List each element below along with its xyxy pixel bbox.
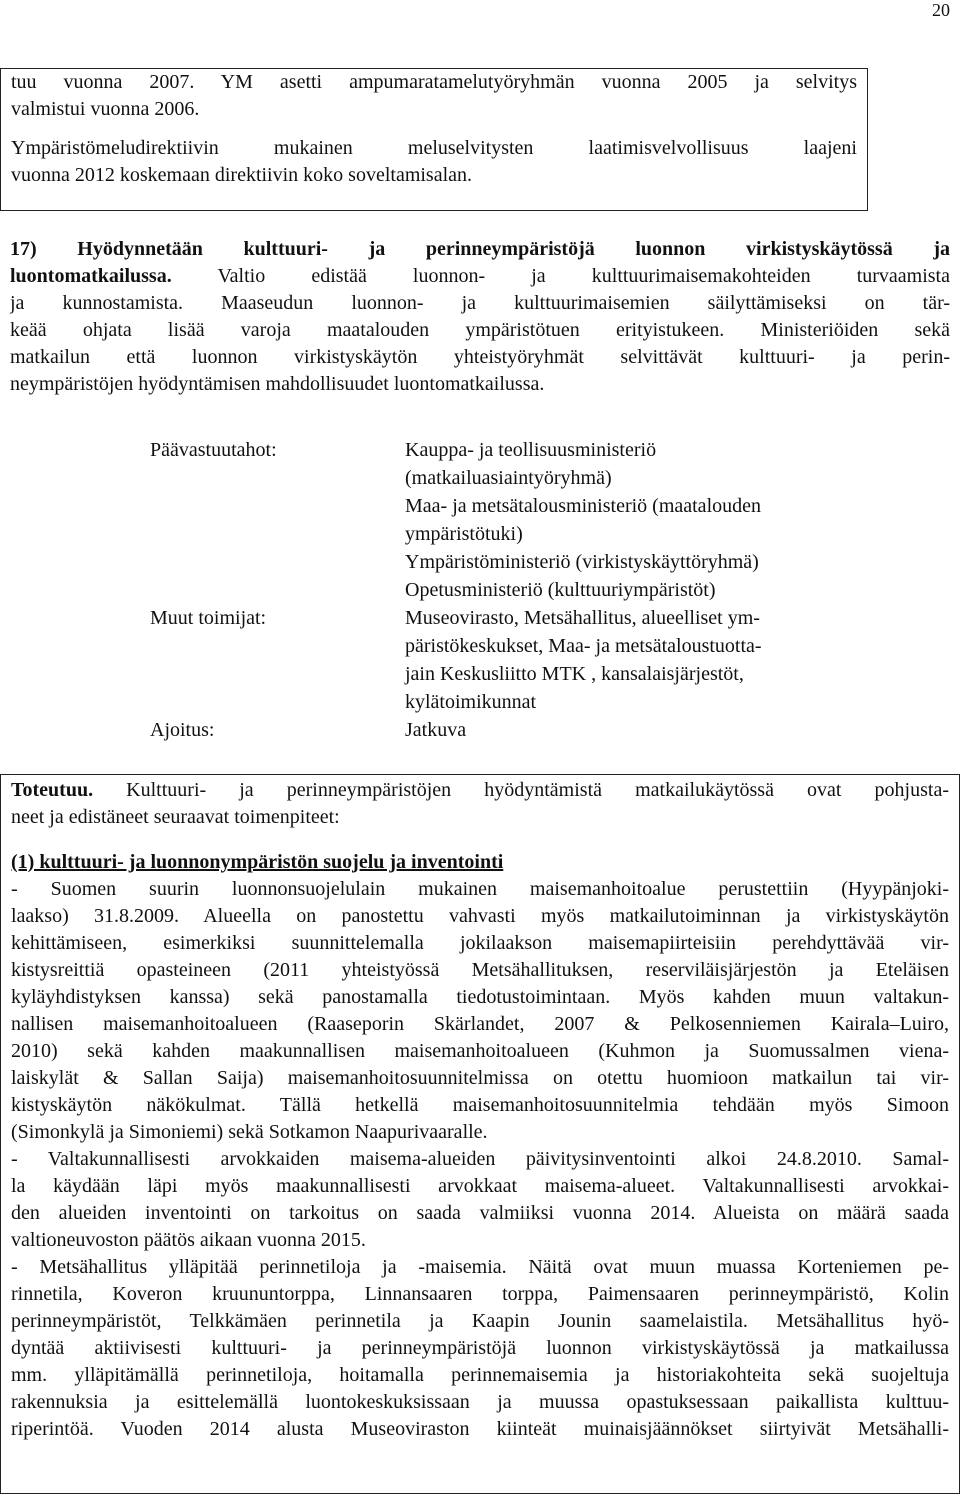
measure-17-heading: 17) Hyödynnetään kulttuuri- ja perinneympäristöjä luonnon virkistyskäytössä ja	[10, 238, 950, 260]
text-line: laiskylät & Sallan Saija) maisemanhoitosuunnitelmissa on otettu huomioon matkailun tai vir-	[11, 1067, 949, 1089]
main-responsible-label: Päävastuutahot:	[150, 439, 277, 461]
resp-value: jain Keskusliitto MTK , kansalaisjärjestöt,	[405, 663, 744, 685]
resp-value: päristökeskukset, Maa- ja metsätaloustuotta-	[405, 635, 762, 657]
text-fragment: Kulttuuri- ja perinneympäristöjen hyödyntämistä matkailukäytössä ovat pohjusta-	[93, 779, 949, 801]
text-line: matkailun että luonnon virkistyskäytön yhteistyöryhmät selvittävät kulttuuri- ja perin-	[10, 346, 950, 368]
text-line: neympäristöjen hyödyntämisen mahdollisuudet luontomatkailussa.	[10, 373, 545, 395]
text-line: nallisen maisemanhoitoalueen (Raaseporin Skärlandet, 2007 & Pelkosenniemen Kairala–Luiro,	[11, 1013, 949, 1035]
resp-row	[0, 436, 960, 464]
text-line: laakso) 31.8.2009. Alueella on panostettu vahvasti myös matkailutoiminnan ja virkistyskäytön	[11, 905, 949, 927]
resp-value: Ympäristöministeriö (virkistyskäyttöryhmä)	[405, 551, 759, 573]
other-actors-label: Muut toimijat:	[150, 607, 267, 629]
text-line: la käydään läpi myös maakunnallisesti arvokkaat maisema-alueet. Valtakunnallisesti arvokkai-	[11, 1175, 949, 1197]
resp-value: (matkailuasiaintyöryhmä)	[405, 467, 612, 489]
text-line: tuu vuonna 2007. YM asetti ampumaratamelutyöryhmän vuonna 2005 ja selvitys	[11, 71, 857, 93]
text-line: kistysreittiä opasteineen (2011 yhteistyössä Metsähallituksen, reserviläisjärjestön ja Eteläisen	[11, 959, 949, 981]
status-label: Toteutuu.	[11, 779, 94, 801]
timing-label: Ajoitus:	[150, 719, 215, 741]
text-line: riperintöä. Vuoden 2014 alusta Museoviraston kiinteät muinaisjäännökset siirtyivät Metsähalli-	[11, 1418, 949, 1440]
text-fragment: Valtio edistää luonnon- ja kulttuurimaisemakohteiden turvaamista	[171, 265, 950, 287]
page-number: 20	[932, 0, 950, 20]
resp-row	[0, 576, 960, 604]
resp-row	[0, 688, 960, 716]
paragraph-gap	[11, 123, 857, 135]
resp-row	[0, 632, 960, 660]
text-line: valmistui vuonna 2006.	[11, 98, 200, 120]
resp-row	[0, 604, 960, 632]
text-line: dyntää aktiivisesti kulttuuri- ja perinneympäristöjä luonnon virkistyskäytössä ja matkailussa	[11, 1337, 949, 1359]
text-line: - Suomen suurin luonnonsuojelulain mukainen maisemanhoitoalue perustettiin (Hyypänjoki-	[11, 878, 949, 900]
text-line: neet ja edistäneet seuraavat toimenpiteet:	[11, 806, 340, 828]
text-line: mm. ylläpitämällä perinnetiloja, hoitamalla perinnemaisemia ja historiakohteita sekä suojeltuja	[11, 1364, 949, 1386]
paragraph-gap	[11, 831, 949, 849]
text-line: keää ohjata lisää varoja maatalouden ympäristötuen erityistukeen. Ministeriöiden sekä	[10, 319, 950, 341]
text-line	[10, 263, 950, 290]
resp-value: Maa- ja metsätalousministeriö (maatalouden	[405, 495, 761, 517]
resp-value: kylätoimikunnat	[405, 691, 537, 713]
text-line: kistyskäytön näkökulmat. Tällä hetkellä maisemanhoitosuunnitelmia tehdään myös Simoon	[11, 1094, 949, 1116]
text-line: valtioneuvoston päätös aikaan vuonna 2015.	[11, 1229, 366, 1251]
text-line: Ympäristömeludirektiivin mukainen meluselvitysten laatimisvelvollisuus laajeni	[11, 137, 857, 159]
text-line: perinneympäristöt, Telkkämäen perinnetila ja Kaapin Jounin saamelaistila. Metsähallitus hyö-	[11, 1310, 949, 1332]
text-line: ja kunnostamista. Maaseudun luonnon- ja kulttuurimaisemien säilyttämiseksi on tär-	[10, 292, 950, 314]
text-line: - Metsähallitus ylläpitää perinnetiloja ja -maisemia. Näitä ovat muun muassa Korteniemen pe-	[11, 1256, 949, 1278]
text-line: kyläyhdistyksen kanssa) sekä panostamalla tiedotustoimintaan. Myös kahden muun valtakun-	[11, 986, 949, 1008]
text-line: - Valtakunnallisesti arvokkaiden maisema-alueiden päivitysinventointi alkoi 24.8.2010. Samal-	[11, 1148, 949, 1170]
resp-value: Kauppa- ja teollisuusministeriö	[405, 439, 657, 461]
text-line	[11, 777, 949, 804]
text-line: (Simonkylä ja Simoniemi) sekä Sotkamon Naapurivaaralle.	[11, 1121, 488, 1143]
resp-value: Opetusministeriö (kulttuuriympäristöt)	[405, 579, 716, 601]
resp-row	[0, 492, 960, 520]
implementation-status-box	[0, 774, 960, 1494]
text-line: rakennuksia ja esittelemällä luontokeskuksissaan ja muussa opastuksessaan paikallista kulttuu-	[11, 1391, 949, 1413]
text-line: den alueiden inventointi on tarkoitus on saada valmiiksi vuonna 2014. Alueista on määrä saada	[11, 1202, 949, 1224]
subheading: (1) kulttuuri- ja luonnonympäristön suojelu ja inventointi	[11, 851, 504, 873]
text-line: rinnetila, Koveron kruununtorppa, Linnansaaren torppa, Paimensaaren perinneympäristö, Kolin	[11, 1283, 949, 1305]
resp-value: Museovirasto, Metsähallitus, alueelliset ym-	[405, 607, 760, 629]
text-line: vuonna 2012 koskemaan direktiivin koko soveltamisalan.	[11, 164, 473, 186]
resp-row	[0, 520, 960, 548]
resp-row	[0, 464, 960, 492]
resp-row	[0, 716, 960, 744]
measure-17-section	[10, 236, 950, 398]
resp-row	[0, 660, 960, 688]
responsibility-table	[0, 436, 960, 744]
resp-value: ympäristötuki)	[405, 523, 523, 545]
text-line: kehittämiseen, esimerkiksi suunnittelemalla jokilaakson maisemapiirteisiin perehdyttävää vir-	[11, 932, 949, 954]
resp-row	[0, 548, 960, 576]
text-line: 2010) sekä kahden maakunnallisen maisemanhoitoalueen (Kuhmon ja Suomussalmen viena-	[11, 1040, 949, 1062]
timing-value: Jatkuva	[405, 719, 467, 741]
previous-measure-box	[0, 68, 868, 211]
measure-17-heading-end: luontomatkailussa.	[10, 265, 172, 287]
